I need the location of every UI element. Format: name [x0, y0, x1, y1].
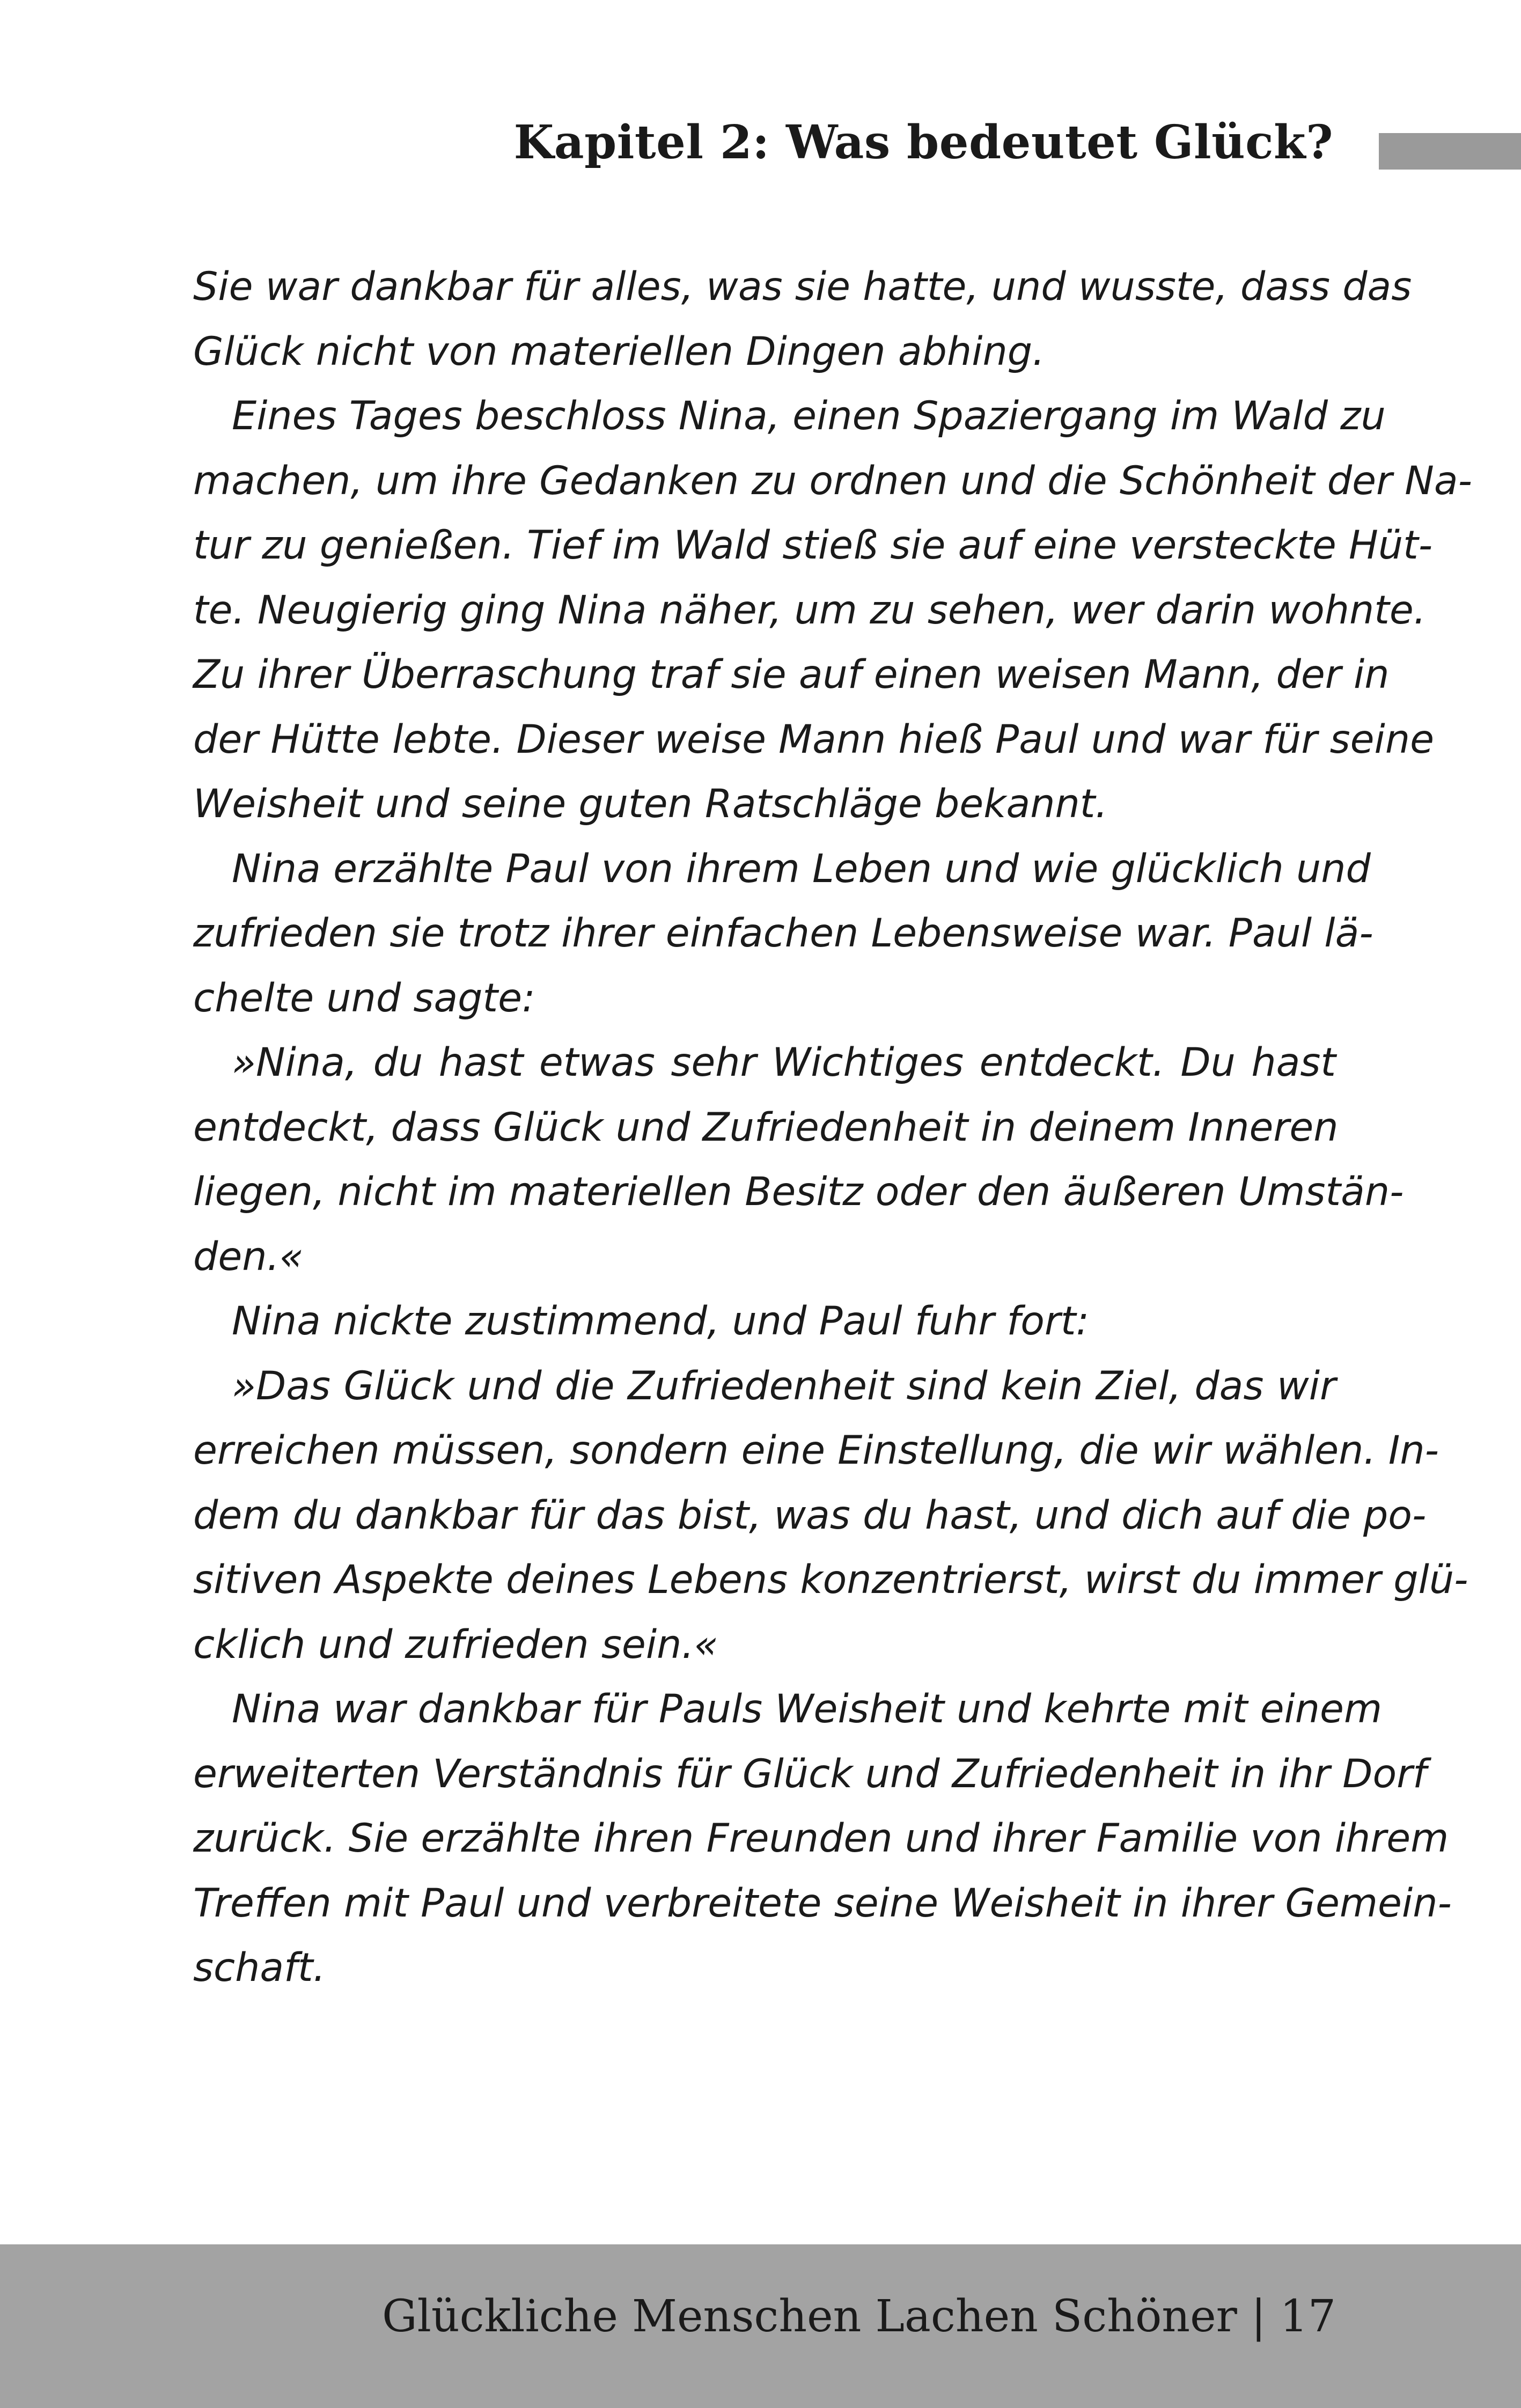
text-line: zufrieden sie trotz ihrer einfachen Lebensweise war. Paul lä-: [193, 911, 1373, 956]
footer: [382, 2291, 1336, 2342]
page-number: 17: [1280, 2291, 1336, 2342]
text-line: tur zu genießen. Tief im Wald stieß sie auf eine versteckte Hüt-: [193, 523, 1433, 568]
text-line: dem du dankbar für das bist, was du hast, und dich auf die po-: [193, 1492, 1427, 1538]
text-line: Weisheit und seine guten Ratschläge bekannt.: [193, 781, 1108, 827]
text-line: Eines Tages beschloss Nina, einen Spaziergang im Wald zu: [232, 393, 1386, 439]
text-line: chelte und sagte:: [193, 975, 535, 1021]
text-line: entdeckt, dass Glück und Zufriedenheit in deinem Inneren: [193, 1104, 1339, 1150]
text-line: erweiterten Verständnis für Glück und Zufriedenheit in ihr Dorf: [193, 1751, 1427, 1797]
text-line: der Hütte lebte. Dieser weise Mann hieß Paul und war für seine: [193, 716, 1435, 762]
text-line: den.«: [193, 1234, 304, 1280]
text-line: Zu ihrer Überraschung traf sie auf einen weisen Mann, der in: [193, 652, 1390, 698]
text-line: Nina nickte zustimmend, und Paul fuhr fort:: [232, 1298, 1090, 1344]
footer-separator: |: [1251, 2291, 1266, 2342]
text-line: Sie war dankbar für alles, was sie hatte, und wusste, dass das: [193, 264, 1412, 310]
text-line: te. Neugierig ging Nina näher, um zu sehen, wer darin wohnte.: [193, 587, 1427, 633]
text-line: cklich und zufrieden sein.«: [193, 1621, 718, 1668]
text-line: »Das Glück und die Zufriedenheit sind kein Ziel, das wir: [232, 1363, 1336, 1409]
text-line: sitiven Aspekte deines Lebens konzentrierst, wirst du immer glü-: [193, 1557, 1468, 1603]
text-line: erreichen müssen, sondern eine Einstellung, die wir wählen. In-: [193, 1428, 1439, 1473]
text-line: zurück. Sie erzählte ihren Freunden und ihrer Familie von ihrem: [193, 1816, 1449, 1861]
text-line: Nina erzählte Paul von ihrem Leben und wie glücklich und: [232, 846, 1371, 892]
text-line: »Nina, du hast etwas sehr Wichtiges entdeckt. Du hast: [232, 1040, 1336, 1085]
text-line: Glück nicht von materiellen Dingen abhing.: [193, 328, 1045, 375]
text-line: Nina war dankbar für Pauls Weisheit und kehrte mit einem: [232, 1686, 1383, 1732]
text-line: liegen, nicht im materiellen Besitz oder den äußeren Umstän-: [193, 1169, 1404, 1215]
text-line: schaft.: [193, 1945, 326, 1991]
footer-book-title: Glückliche Menschen Lachen Schöner: [382, 2291, 1237, 2342]
chapter-title: Kapitel 2: Was bedeutet Glück?: [513, 115, 1333, 170]
chapter-tab-marker: [1379, 133, 1521, 170]
body-text: [193, 255, 1472, 2001]
text-line: machen, um ihre Gedanken zu ordnen und die Schönheit der Na-: [193, 458, 1472, 504]
text-line: Treffen mit Paul und verbreitete seine Weisheit in ihrer Gemein-: [193, 1880, 1452, 1926]
